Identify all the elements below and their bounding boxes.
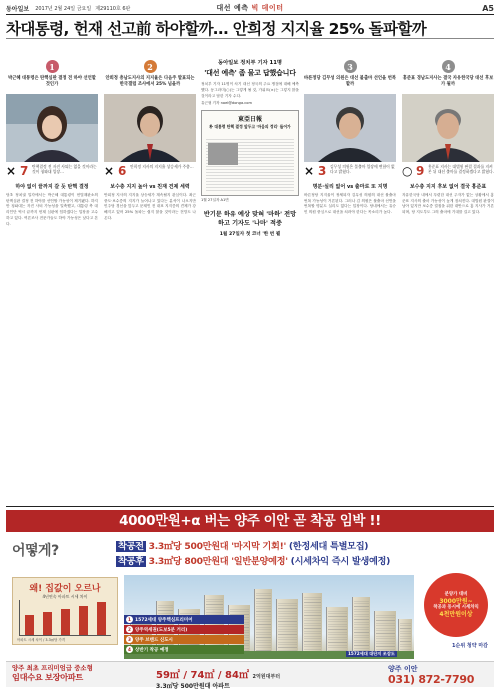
clipping-photo	[208, 143, 238, 165]
feature-item	[124, 615, 244, 624]
vote-mark: ×	[304, 164, 315, 178]
column-subheading: 하야 없이 끝까지 갈 듯 탄핵 결정	[15, 184, 89, 190]
footer-price-note: 2억원대부터	[252, 674, 281, 680]
sidebar-heading: 반기문 하유 예상 맞혀 '마하' 전망하고 기자도 '나마' 적중	[203, 211, 297, 227]
real-estate-advertisement	[6, 506, 494, 690]
headline-rule	[6, 38, 494, 39]
price-trend-graph	[19, 600, 111, 636]
page-number: A5	[482, 3, 494, 13]
footer-price-sizes: 59㎡ / 74㎡ / 84㎡	[156, 670, 249, 681]
portrait-photo	[104, 94, 196, 162]
vote-count: 3	[318, 164, 327, 178]
feature-label: 1572세대 양주핵심프리미어	[135, 617, 193, 623]
feature-item	[124, 625, 244, 634]
after-tag: 착공후	[118, 556, 144, 567]
issue-number: 제29110호 6판	[95, 5, 131, 12]
apartment-tower	[352, 597, 370, 659]
phone-number: 031) 872-7790	[388, 673, 475, 686]
feature-list	[124, 615, 244, 655]
photo-caption: 홍준표 지사는 대법원 판결 결과를 지켜본 뒤 대선 출마를 결정하겠다고 밝혔다.	[428, 164, 494, 174]
feature-item	[124, 635, 244, 644]
feature-item	[124, 645, 244, 654]
prediction-column-4	[402, 60, 494, 216]
vote-result	[104, 165, 196, 177]
section-title	[217, 3, 284, 13]
section-sub: 빅 데이터	[251, 4, 284, 12]
column-subheading: 명분·실리 없어 vs 출마로 또 지명	[312, 184, 388, 190]
price-trend-box	[12, 577, 118, 645]
question-number-badge: 3	[344, 60, 357, 73]
photo-caption: 김무성 의원은 불출마 입장에 변함이 없다고 밝혔다.	[330, 164, 395, 174]
trend-bar	[25, 615, 34, 635]
main-headline: 차대통령, 헌재 선고前 하야할까… 안희정 지지율 25% 돌파할까	[6, 20, 427, 38]
stamp-line-4: 4천만원이상	[439, 610, 473, 618]
poll-heading-2: '대선 예측' 좀 물고 답했습니다	[204, 69, 296, 78]
column-body: 당초 정치권 일각에서는 박근혜 대통령이 헌법재판소의 탄핵심판 결정 전 하야를 선언할 가능성이 제기됐다. 하지만 청와대는 자진 사퇴 가능성을 일축했고, 대통령 측 대리인단 역시 끝까지 헌재 심판에 임하겠다는 입장을 고수하고 있다. 여론조사 전문가들도 하야 가능성은 낮다고 본다.	[6, 193, 98, 226]
price-trend-subtitle: 4년연속 아파트 시세 차이	[42, 594, 88, 599]
column-body: 안희정 지사의 지지율 상승세가 계속될지 관심이다. 최근 중도·보수층의 지지가 늘어나고 있다는 분석이 나오지만 민주당 경선을 앞두고 문재인 전 대표 지지층의 견제가 강해지고 있어 25% 돌파는 쉽지 않을 것이라는 전망도 나온다.	[104, 193, 196, 220]
after-note: (시세차익 즉시 발생예정)	[290, 556, 391, 567]
trend-bar	[61, 609, 70, 635]
portrait-photo	[304, 94, 396, 162]
column-body: 바른정당 지지율이 정체되자 김무성 의원의 대선 불출마 번복 가능성이 거론된다. 그러나 김 의원은 불출마 선언을 번복할 명분도 실리도 없다는 입장이다. 당내에서는 유승민 의원 중심으로 대선을 치러야 한다는 목소리가 높다.	[304, 193, 396, 215]
trend-bar	[79, 606, 88, 635]
feature-number: 4	[126, 646, 133, 653]
question-summary: 박근혜 대통령은 탄핵심판 결정 전 하야 선언할 것인가	[8, 76, 96, 87]
feature-label: 양주역세권(도보5분 거리)	[135, 627, 188, 633]
prediction-column-1	[6, 60, 98, 227]
brand-logo: 양주 이안	[388, 665, 418, 673]
feature-number: 2	[126, 626, 133, 633]
prediction-column-2	[104, 60, 196, 222]
photo-caption: 안희정 지사의 지지율 상승세가 주춤…	[130, 164, 194, 169]
vote-result	[402, 165, 494, 177]
footer-line-b: 임대수요 보장아파트	[12, 672, 84, 682]
vote-count: 7	[20, 164, 29, 178]
poll-body: 정치부 기자 11명이 차기 대선 정국의 주요 쟁점에 대해 예측했다. 동그라미(○)는 그렇게 될 것, 가위표(×)는 그렇지 않을 것이라고 답한 기자 수다.	[201, 82, 299, 98]
clipping-caption: 1월 27일자 A1면	[201, 198, 229, 203]
ad-question: 어떻게?	[12, 543, 59, 559]
masthead-strip	[6, 2, 494, 14]
portrait-photo	[6, 94, 98, 162]
question-summary: 바른정당 김무성 의원은 대선 불출마 선언을 번복할까	[304, 76, 396, 87]
vote-count: 6	[118, 164, 127, 178]
vote-result	[6, 165, 98, 177]
center-poll-column	[201, 60, 299, 237]
feature-label: 상반기 착공 예정	[135, 647, 169, 653]
feature-number: 3	[126, 636, 133, 643]
vote-mark: ○	[402, 164, 413, 178]
vote-mark: ×	[104, 164, 115, 178]
vote-count: 9	[416, 164, 425, 178]
sale-badge: 1순위 청약 마감	[452, 643, 488, 649]
stamp-line-3: 착공과 동시에 시세차익	[433, 605, 479, 610]
ad-banner-text: 4000만원+α 버는 양주 이안 곧 착공 임박 !!	[119, 513, 381, 529]
footer-price	[156, 666, 280, 690]
vote-result	[304, 165, 396, 177]
stamp-line-1: 분양가 대비	[444, 592, 468, 597]
header-rule	[6, 14, 494, 15]
feature-label: 양주 브랜드 신도시	[135, 637, 173, 643]
before-tag: 착공전	[118, 541, 144, 552]
date-line: 2017년 2월 24일 금요일	[35, 5, 92, 12]
clipping-masthead: 東亞日報	[237, 116, 262, 124]
question-summary: 홍준표 경남도지사는 결국 자유한국당 대선 후보가 될까	[402, 76, 494, 87]
apartment-tower	[276, 599, 298, 659]
reporter-byline: 유근형 기자 noel@donga.com	[201, 101, 252, 106]
column-body: 자유한국당 내에서 뚜렷한 대선 주자가 없는 상황에서 홍준표 지사의 출마 가능성이 높게 점쳐진다. 대법원 판결이 남아 있지만 보수층 결집을 위한 대안으로 홍 지사가 거론되며, 당 지도부도 그의 출마에 기대를 걸고 있다.	[402, 193, 494, 215]
ad-footer	[6, 661, 494, 690]
apartment-tower	[254, 589, 272, 659]
stamp-line-2: 3000만원~	[439, 597, 473, 605]
question-number-badge: 1	[46, 60, 59, 73]
feature-number: 1	[126, 616, 133, 623]
trend-bar	[97, 602, 106, 635]
paper-name: 동아일보	[6, 5, 30, 13]
price-trend-note: 아파트 시세 차이 / 3.3㎡당 가격	[17, 638, 66, 642]
clipping-headline: 朴 대통령 탄핵 결정 앞두고 '마음의 정리' 들어가	[209, 124, 291, 130]
question-summary: 안희정 충남도지사의 지지율은 다음주 발표되는 한국갤럽 조사에서 25% 넘을까	[105, 76, 195, 87]
apartment-tower	[302, 593, 322, 659]
vote-mark: ×	[6, 164, 17, 178]
ad-footer-left	[12, 663, 122, 683]
poll-heading: 동아일보 정치부 기자 11명	[217, 60, 283, 66]
section-main: 대선 예측	[216, 4, 249, 12]
ad-line-before-construction	[116, 538, 368, 552]
trend-bar	[43, 612, 52, 635]
column-subheading: 보수층 지지 높아 vs 친재 견제 세력	[110, 184, 190, 190]
newspaper-clipping	[201, 110, 299, 196]
photo-caption: 탄핵결정 전 자진 사퇴는 없을 것이라는 것이 청와대 입장…	[32, 164, 97, 174]
footer-line-c: 3.3㎡당 500만원대 아파트	[156, 683, 230, 690]
question-number-badge: 4	[442, 60, 455, 73]
column-subheading: 보수층 지지 후보 없어 결국 홍준표	[409, 184, 487, 190]
price-trend-title: 왜! 집값이 오르나	[29, 584, 101, 594]
rendering-caption: 1572세대 대단지 조감도	[348, 651, 395, 656]
before-text: 3.3㎡당 500만원대 '마지막 기회!'	[148, 541, 286, 552]
prediction-column-3	[304, 60, 396, 216]
ad-line-after-construction	[116, 553, 390, 567]
sidebar-subheading: 1월 27일자 첫 코너 '한 번 뵐	[219, 232, 281, 238]
profit-stamp	[424, 573, 488, 637]
portrait-photo	[402, 94, 494, 162]
footer-line-a: 양주 최초 프리미엄급 중소형	[12, 664, 93, 672]
after-text: 3.3㎡당 800만원대 '일반분양예정'	[148, 556, 288, 567]
ad-banner	[6, 510, 494, 532]
question-number-badge: 2	[144, 60, 157, 73]
before-note: (한정세대 특별모집)	[288, 541, 369, 552]
